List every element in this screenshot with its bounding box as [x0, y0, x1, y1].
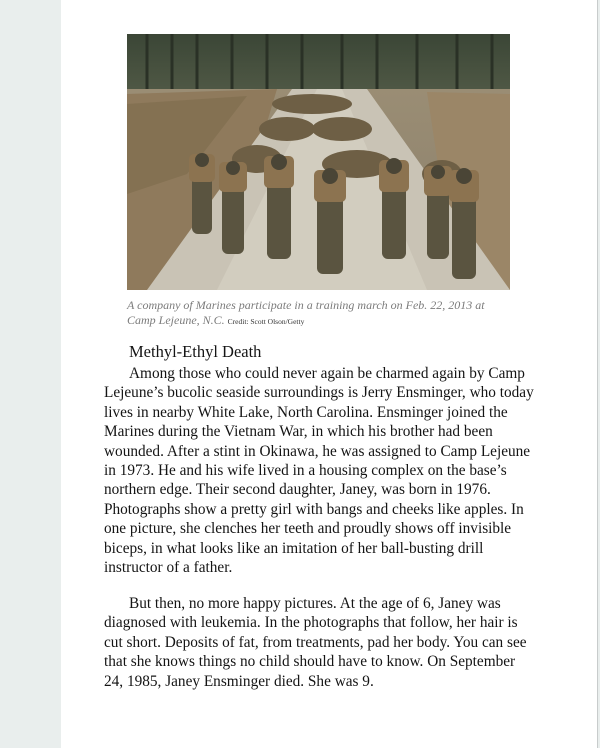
marines-march-photo: [127, 34, 510, 290]
caption-text: A company of Marines participate in a training march on Feb. 22, 2013 at Camp Lejeune, N.C.: [127, 298, 485, 327]
section-heading: Methyl-Ethyl Death: [129, 342, 262, 361]
photo-credit: Credit: Scott Olson/Getty: [227, 317, 305, 326]
photo-caption: [127, 298, 507, 329]
document-page: [61, 0, 598, 748]
body-paragraph-2: But then, no more happy pictures. At the age of 6, Janey was diagnosed with leukemia. In the photographs that follow, her hair is cut short. Deposits of fat, from treatments, pad her body. You can see that she knows things no child should have to know. On September 24, 1985, Janey Ensminger died. She was 9.: [104, 595, 527, 690]
body-paragraph-1: Among those who could never again be charmed again by Camp Lejeune’s bucolic seaside surroundings is Jerry Ensminger, who today lives in nearby White Lake, North Carolina. Ensminger joined the Marines during the Vietnam War, in which his brother had been wounded. After a stint in Okinawa, he was assigned to Camp Lejeune in 1973. He and his wife lived in a housing complex on the base’s northern edge. Their second daughter, Janey, was born in 1976. Photographs show a pretty girl with bangs and cheeks like apples. In one picture, she clenches her teeth and proudly shows off invisible biceps, in what looks like an imitation of her ball-busting drill instructor of a father.: [104, 365, 534, 577]
